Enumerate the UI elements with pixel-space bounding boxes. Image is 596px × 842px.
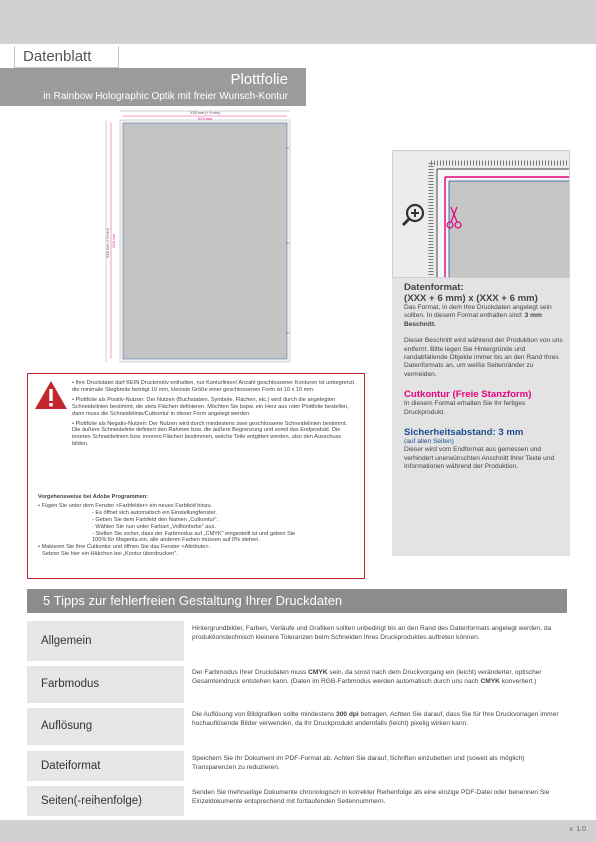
bottom-bar bbox=[0, 820, 596, 842]
cutcontour-description: In diesem Format erhalten Sie Ihr fertiges Druckprodukt. bbox=[404, 400, 526, 416]
format-info-text bbox=[404, 282, 564, 472]
warning-bullet: • Plottfolie als Negativ-Nutzen: Der Nutzen wird durch mindestens zwei geschlossene Schneidelinien bestimmt. Die äußere Schneidelinie definiert den Rahmen bzw. die äußere Begrenzung und somit das Endprodukt. Die inneren Schneidelinien bzw. inneren Flächen bestimmen, welche Teile entgittert werden, also den Ausschuss bilden. bbox=[72, 420, 347, 448]
final-format-area bbox=[123, 123, 287, 359]
procedure-step: • Makieren Sie Ihre Cutkontur und öffnen Sie das Fenster <Attribute>. bbox=[38, 544, 211, 551]
procedure-step: - Es öffnet sich automatisch ein Einstellungfenster. bbox=[92, 509, 217, 516]
tip-label-colormode: Farbmodus bbox=[27, 666, 184, 703]
width-outer-label: XXX mm (+ 6 mm) bbox=[190, 111, 220, 115]
version-label: v. 1.0 bbox=[569, 826, 586, 833]
tip-text-general: Hintergrundbilder, Farben, Verläufe und Grafiken sollten unbedingt bis an den Rand des Datenformats angelegt werden, da produktionstechnisch kleinere Toleranzen beim Schneiden Ihres Druckproduktes auftreten können. bbox=[192, 625, 552, 641]
safety-title: Sicherheitsabstand: 3 mm bbox=[404, 427, 524, 439]
tip-text-fileformat: Speichern Sie Ihr Dokument im PDF-Format ab. Achten Sie darauf, Schriften einzubetten und (soweit als möglich) Transparenzen zu reduzieren. bbox=[192, 755, 525, 771]
warning-bullets bbox=[72, 380, 356, 448]
tip-label-general: Allgemein bbox=[27, 621, 184, 661]
title-bar bbox=[0, 68, 306, 106]
procedure-step: - Wählen Sie nun unter Farbart „Volltonfarbe" aus. bbox=[92, 523, 216, 530]
format-description: Das Format, in dem Ihre Druckdaten angelegt sein sollten. In diesem Format enthalten sind: 3 mm Beschnitt. bbox=[404, 304, 552, 328]
tip-text-resolution: Die Auflösung von Bildgrafiken sollte mindestens 300 dpi betragen. Achten Sie darauf, dass Sie für Ihre Druckvorlagen immer hochauflösende Bilder verwenden, da Ihr Druckprodukt andernfalls (leicht) pixelig wirken kann. bbox=[192, 711, 559, 727]
page-title: Plottfolie bbox=[230, 71, 288, 88]
corner-detail-graphic bbox=[393, 151, 569, 277]
safety-subtitle: (auf allen Seiten) bbox=[404, 438, 454, 446]
bleed-description: Dieser Beschnitt wird während der Produktion von uns entfernt. Bitte legen Sie Hintergründe und randabfallende Objekte immer bis an den Rand Ihres Datenformats an, um weiße Seitenränder zu vermeiden. bbox=[404, 337, 563, 378]
height-inner-label: XXX mm bbox=[112, 233, 116, 248]
warning-icon bbox=[34, 380, 68, 410]
procedure-step: - Geben Sie dem Farbfeld den Namen „Cutkontur". bbox=[92, 516, 219, 523]
height-outer-label: XXX mm (+ 6 mm) bbox=[106, 228, 110, 258]
warning-bullet: • Ihre Druckdatei darf KEIN Druckmotiv enthalten, nur Konturlinien! Anzahl geschlossener Konturen ist unbegrenzt, die minimale Stegbreite beträgt 10 mm, kleinste Größe einer geschlossenen Form ist 10 x 10 mm. bbox=[72, 380, 356, 393]
format-diagram bbox=[100, 108, 310, 368]
width-inner-label: XXX mm bbox=[197, 117, 213, 121]
top-bar bbox=[0, 0, 596, 44]
adobe-procedure bbox=[38, 494, 358, 558]
format-formula: (XXX + 6 mm) x (XXX + 6 mm) bbox=[404, 293, 538, 304]
page-subtitle: in Rainbow Holographic Optik mit freier Wunsch-Kontur bbox=[43, 91, 288, 102]
tip-label-fileformat: Dateiformat bbox=[27, 751, 184, 781]
warning-bullet: • Plottfolie als Positiv-Nutzen: Der Nutzen (Buchstaben, Symbole, Flächen, etc.) wird durch die angelegten Schneidelinien bestimmt, die stets Flächen definieren. Möchten Sie bspw. ein Herz aus roter Plottfolie bestellen, dann muss die Schneidelinie/Cutkontur in dieser Form angelegt werden. bbox=[72, 396, 349, 417]
warning-box bbox=[27, 373, 365, 579]
tips-heading: 5 Tipps zur fehlerfreien Gestaltung Ihrer Druckdaten bbox=[27, 589, 567, 613]
procedure-step: - Stellen Sie sicher, dass der Farbmodus auf „CMYK" eingestellt ist und geben Sie 100% für Magenta ein, alle anderen Farben müssen auf 0% stehen. bbox=[92, 530, 296, 544]
procedure-title: Vorgehensweise bei Adobe Programmen: bbox=[38, 494, 149, 500]
corner-detail-image bbox=[392, 150, 570, 278]
cutcontour-title: Cutkontur (Freie Stanzform) bbox=[404, 389, 532, 401]
procedure-step: • Fügen Sie unter dem Fenster <Farbfelder> ein neues Farbfeld hinzu. bbox=[38, 502, 213, 509]
datasheet-tab: Datenblatt bbox=[14, 46, 119, 68]
safety-description: Dieser wird vom Endformat aus gemessen und verhindert unerwünschten Anschnitt Ihrer Texte und Informationen während der Produktion. bbox=[404, 446, 555, 471]
tip-text-colormode: Der Farbmodus Ihrer Druckdaten muss CMYK sein, da sonst nach dem Druckvorgang ein (leicht) veränderter, optischer Gesamteindruck entstehen kann. (Daten im RGB-Farbmodus werden automatisch durch uns nach CMYK konvertiert.) bbox=[192, 669, 542, 685]
tip-label-resolution: Auflösung bbox=[27, 708, 184, 745]
tip-label-pages: Seiten(-reihenfolge) bbox=[27, 786, 184, 816]
procedure-step: Setzen Sie hier ein Häkchen bei „Kontur überdrucken". bbox=[42, 551, 178, 558]
format-title: Datenformat: bbox=[404, 282, 464, 293]
tip-text-pages: Senden Sie mehrseitige Dokumente chronologisch in korrekter Reihenfolge als eine einzige PDF-Datei oder benennen Sie Einzeldokumente entsprechend mit fortlaufenden Seitennummern. bbox=[192, 789, 550, 805]
